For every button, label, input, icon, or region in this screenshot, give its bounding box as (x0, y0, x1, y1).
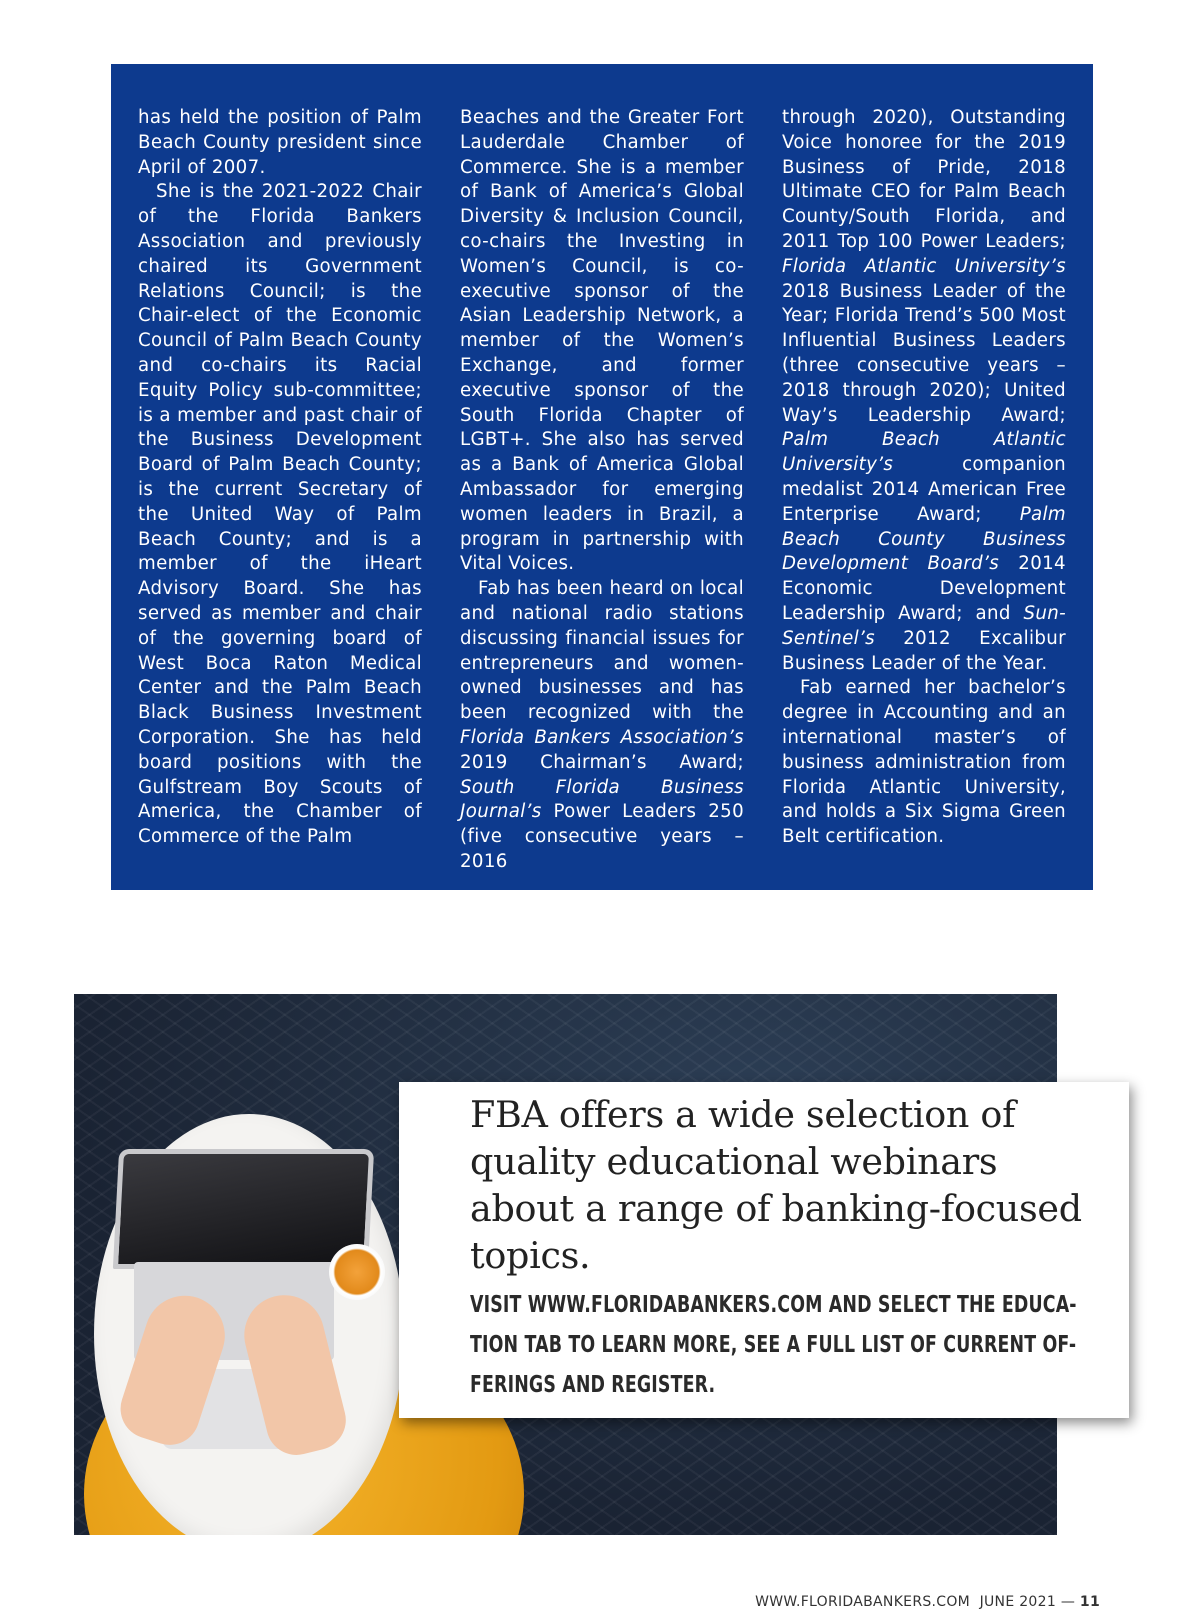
publication-name: South Florida Business Journal’s (460, 776, 744, 823)
bio-text: through 2020), Outstanding Voice honoree for the 2019 Business of Pride, 2018 Ultimate CEO for Palm Beach County/South Florida, and 2011 Top 100 Power Leaders; (782, 107, 1066, 252)
bio-text: 2014 Economic Development Leadership Award; and (782, 553, 1066, 624)
bio-paragraph: has held the position of Palm Beach County president since April of 2007. (138, 107, 422, 178)
bio-text: 2019 Chairman’s Award; (460, 751, 744, 773)
page-footer (755, 1594, 1100, 1610)
bio-paragraph: Beaches and the Greater Fort Lauderdale Chamber of Commerce. She is a member of Bank of America’s Global Diversity & Inclusion Council, co-chairs the Investing in Women’s Council, is co-executive sponsor of the Asian Leadership Network, a member of the Women’s Exchange, and former executive sponsor of the South Florida Chapter of LGBT+. She also has served as a Bank of America Global Ambassador for emerging women leaders in Brazil, a program in partnership with Vital Voices. (460, 107, 744, 575)
bio-column-2 (460, 106, 744, 875)
bio-text: Fab has been heard on local and national radio stations discussing financial issues for entrepreneurs and women-owned businesses and has been recognized with the (460, 578, 744, 724)
publication-name: Sun-Sentinel’s (782, 602, 1066, 649)
page-number: 11 (1079, 1594, 1100, 1610)
coffee-cup-illustration (329, 1244, 385, 1300)
bio-panel (111, 64, 1093, 890)
bio-paragraph: She is the 2021-2022 Chair of the Florida Bankers Association and previously chaired its Government Relations Council; is the Chair-elect of the Economic Council of Palm Beach County and co-chairs its Racial Equity Policy sub-committee; is a member and past chair of the Business Development Board of Palm Beach County; is the current Secretary of the United Way of Palm Beach County; and is a member of the iHeart Advisory Board. She has served as member and chair of the governing board of West Boca Raton Medical Center and the Palm Beach Black Business Investment Corporation. She has held board positions with the Gulfstream Boy Scouts of America, the Chamber of Commerce of the Palm (138, 181, 422, 848)
bio-paragraph: Fab earned her bachelor’s degree in Accounting and an international master’s of business administration from Florida Atlantic University, and holds a Six Sigma Green Belt certification. (782, 677, 1066, 848)
bio-paragraph (460, 577, 744, 875)
footer-website: WWW.FLORIDABANKERS.COM (755, 1594, 971, 1610)
bio-paragraph (782, 106, 1066, 676)
laptop-screen-illustration (113, 1149, 374, 1269)
bio-text: companion medalist 2014 American Free Enterprise Award; (782, 454, 1066, 525)
footer-issue: JUNE 2021 (979, 1594, 1057, 1610)
webinar-callout (399, 1082, 1129, 1418)
organization-name: Palm Beach Atlantic University’s (782, 429, 1066, 476)
bio-column-1 (138, 106, 422, 850)
organization-name: Palm Beach County Business Development Board’s (782, 503, 1066, 575)
callout-cta: VISIT WWW.FLORIDABANKERS.COM AND SELECT THE EDUCA-TION TAB TO LEARN MORE, SEE A FULL LIST OF CURRENT OF-FERINGS AND REGISTER. (470, 1290, 1077, 1398)
bio-column-3 (782, 106, 1066, 850)
bio-text: 2012 Excalibur Business Leader of the Year. (782, 627, 1066, 674)
publication-name: Florida Bankers Association’s (460, 726, 744, 748)
bio-text: 2018 Business Leader of the Year; Florida Trend’s 500 Most Influential Business Leaders (three consecutive years – 2018 through 2020); United Way’s Leadership Award; (782, 280, 1066, 426)
bio-text: Power Leaders 250 (five consecutive years – 2016 (460, 801, 744, 872)
callout-headline: FBA offers a wide selection of quality educational webinars about a range of banking-focused topics. (470, 1093, 1082, 1277)
organization-name: Florida Atlantic University’s (782, 255, 1066, 277)
footer-dash: — (1060, 1594, 1076, 1610)
